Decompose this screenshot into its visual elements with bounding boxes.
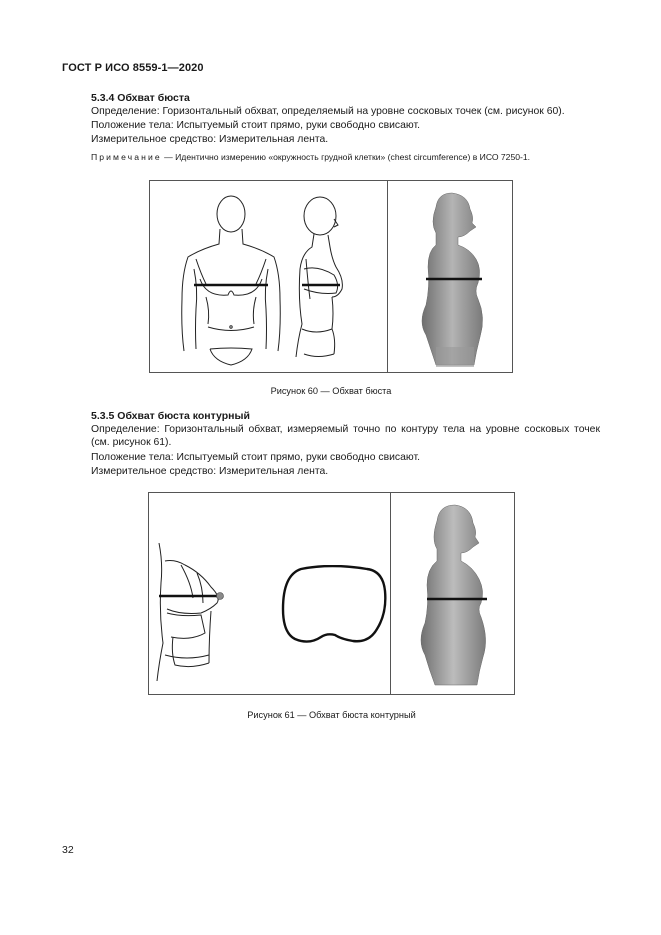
bust-side-drawing — [151, 543, 241, 683]
side-view-figure — [288, 189, 368, 367]
definition-534: Определение: Горизонтальный обхват, определяемый на уровне сосковых точек (см. рисунок 60). — [91, 106, 565, 117]
figure-60-frame — [149, 180, 513, 373]
figure-61-caption: Рисунок 61 — Обхват бюста контурный — [247, 710, 416, 720]
document-header: ГОСТ Р ИСО 8559-1—2020 — [62, 62, 204, 74]
front-view-figure — [176, 189, 286, 367]
body-scan-side-60 — [406, 187, 506, 372]
figure-60-caption: Рисунок 60 — Обхват бюста — [270, 386, 392, 396]
definition-535: Определение: Горизонтальный обхват, измеряемый точно по контуру тела на уровне сосковых точек (см. рисунок 61). — [91, 424, 600, 449]
figure-61-frame — [148, 492, 515, 695]
body-scan-side-61 — [405, 499, 509, 689]
section-heading-534: 5.3.4 Обхват бюста — [91, 92, 190, 104]
figure-60-divider — [387, 181, 388, 372]
measuring-tool-535: Измерительное средство: Измерительная лента. — [91, 466, 329, 477]
body-position-535: Положение тела: Испытуемый стоит прямо, руки свободно свисают. — [91, 452, 420, 463]
body-position-534: Положение тела: Испытуемый стоит прямо, руки свободно свисают. — [91, 120, 420, 131]
note-text: — Идентично измерению «окружность грудной клетки» (chest circumference) в ИСО 7250-1. — [164, 152, 531, 162]
figure-61-divider — [390, 493, 391, 694]
note-534 — [91, 152, 606, 162]
page-number: 32 — [62, 844, 74, 856]
measuring-tool-534: Измерительное средство: Измерительная лента. — [91, 134, 329, 145]
section-heading-535: 5.3.5 Обхват бюста контурный — [91, 410, 250, 422]
note-label: Примечание — [91, 152, 162, 162]
bust-contour-cross-section — [279, 565, 389, 647]
